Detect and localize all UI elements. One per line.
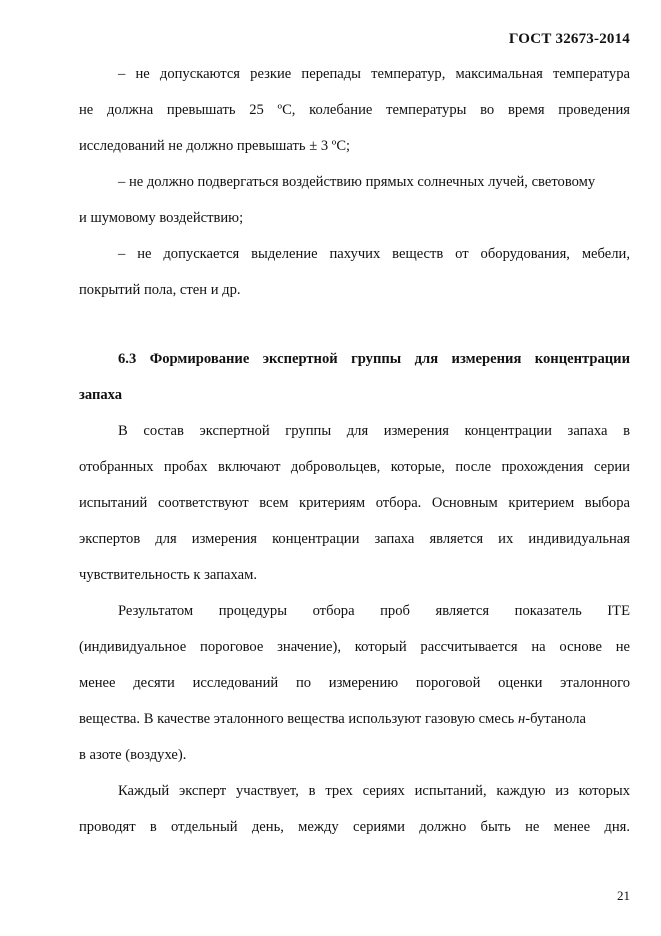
p3-line-1: Каждый эксперт участвует, в трех сериях испытаний, каждую из которых xyxy=(118,783,630,799)
p2-line-5: в азоте (воздухе). xyxy=(79,747,187,763)
requirements-list xyxy=(79,56,630,308)
list-item-1-line-2: не должна превышать 25 ºС, колебание температуры во время проведения xyxy=(79,102,630,118)
p1-line-2: отобранных пробах включают добровольцев, которые, после прохождения серии xyxy=(79,459,630,475)
p2-line-4-text: вещества. В качестве эталонного вещества используют газовую смесь xyxy=(79,711,518,727)
page-number: 21 xyxy=(617,888,630,903)
paragraph-1 xyxy=(79,413,630,593)
section-heading-line-2: запаха xyxy=(79,387,123,403)
list-item-3-line-2: покрытий пола, стен и др. xyxy=(79,282,241,298)
list-item-2-line-2: и шумовому воздействию; xyxy=(79,210,244,226)
p1-line-1: В состав экспертной группы для измерения концентрации запаха в xyxy=(118,423,630,439)
paragraph-3 xyxy=(79,773,630,845)
p1-line-5: чувствительность к запахам. xyxy=(79,567,257,583)
p2-line-1: Результатом процедуры отбора проб является показатель ITE xyxy=(118,603,630,619)
p2-line-4-suffix: -бутанола xyxy=(525,711,586,727)
p2-line-2: (индивидуальное пороговое значение), который рассчитывается на основе не xyxy=(79,639,630,655)
list-item-1-line-1: – не допускаются резкие перепады температур, максимальная температура xyxy=(118,66,630,82)
p1-line-3: испытаний соответствуют всем критериям отбора. Основным критерием выбора xyxy=(79,495,630,511)
paragraph-2 xyxy=(79,593,630,773)
p2-line-3: менее десяти исследований по измерению пороговой оценки эталонного xyxy=(79,675,630,691)
p3-line-2: проводят в отдельный день, между сериями должно быть не менее дня. xyxy=(79,819,630,835)
section-heading-line-1: 6.3 Формирование экспертной группы для измерения концентрации xyxy=(118,351,630,367)
list-item-2-line-1: – не должно подвергаться воздействию прямых солнечных лучей, световому xyxy=(118,174,596,190)
p1-line-4: экспертов для измерения концентрации запаха является их индивидуальная xyxy=(79,531,630,547)
p2-line-4 xyxy=(79,701,630,737)
p2-line-4-italic: н xyxy=(517,711,526,727)
document-header: ГОСТ 32673-2014 xyxy=(508,31,630,47)
section-heading xyxy=(79,341,630,413)
list-item-1-line-3: исследований не должно превышать ± 3 ºС; xyxy=(79,138,351,154)
list-item-3-line-1: – не допускается выделение пахучих веществ от оборудования, мебели, xyxy=(118,246,630,262)
